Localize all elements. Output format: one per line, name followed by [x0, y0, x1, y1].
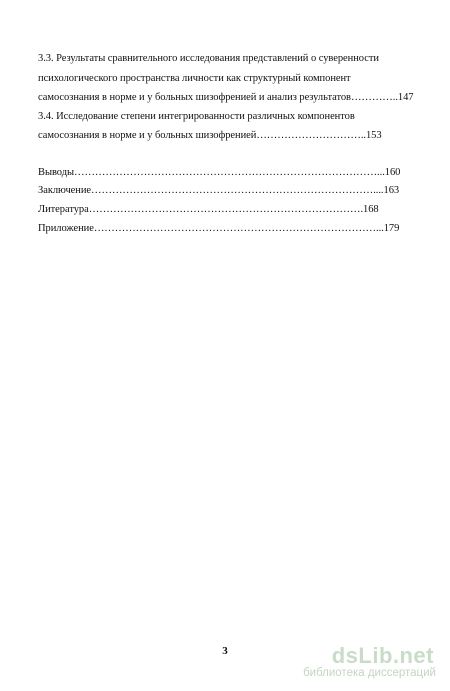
- toc-entry-literature: Литература…………………………………………………………………….168: [38, 204, 379, 215]
- toc-line-3-4-title-part1: 3.4. Исследование степени интегрированности различных компонентов: [38, 111, 355, 122]
- page-number: 3: [222, 645, 228, 657]
- site-watermark: [288, 643, 438, 683]
- watermark-caption: библиотека диссертаций: [303, 667, 436, 679]
- toc-line-3-4-title-part2: самосознания в норме и у больных шизофренией…………………………..153: [38, 130, 382, 141]
- toc-line-3-3-title-part2: психологического пространства личности как структурный компонент: [38, 73, 351, 84]
- toc-entry-appendix: Приложение………………………………………………………………………...179: [38, 223, 400, 234]
- toc-line-3-3-title-part3: самосознания в норме и у больных шизофренией и анализ результатов…………..147: [38, 92, 414, 103]
- toc-line-3-3-title-part1: 3.3. Результаты сравнительного исследования представлений о суверенности: [38, 53, 379, 64]
- toc-entry-conclusion: Заключение………………………………………………………………………....163: [38, 185, 400, 196]
- watermark-logo: dsLib.net: [331, 643, 434, 668]
- toc-entry-conclusions: Выводы……………………………………………………………………………...160: [38, 167, 401, 178]
